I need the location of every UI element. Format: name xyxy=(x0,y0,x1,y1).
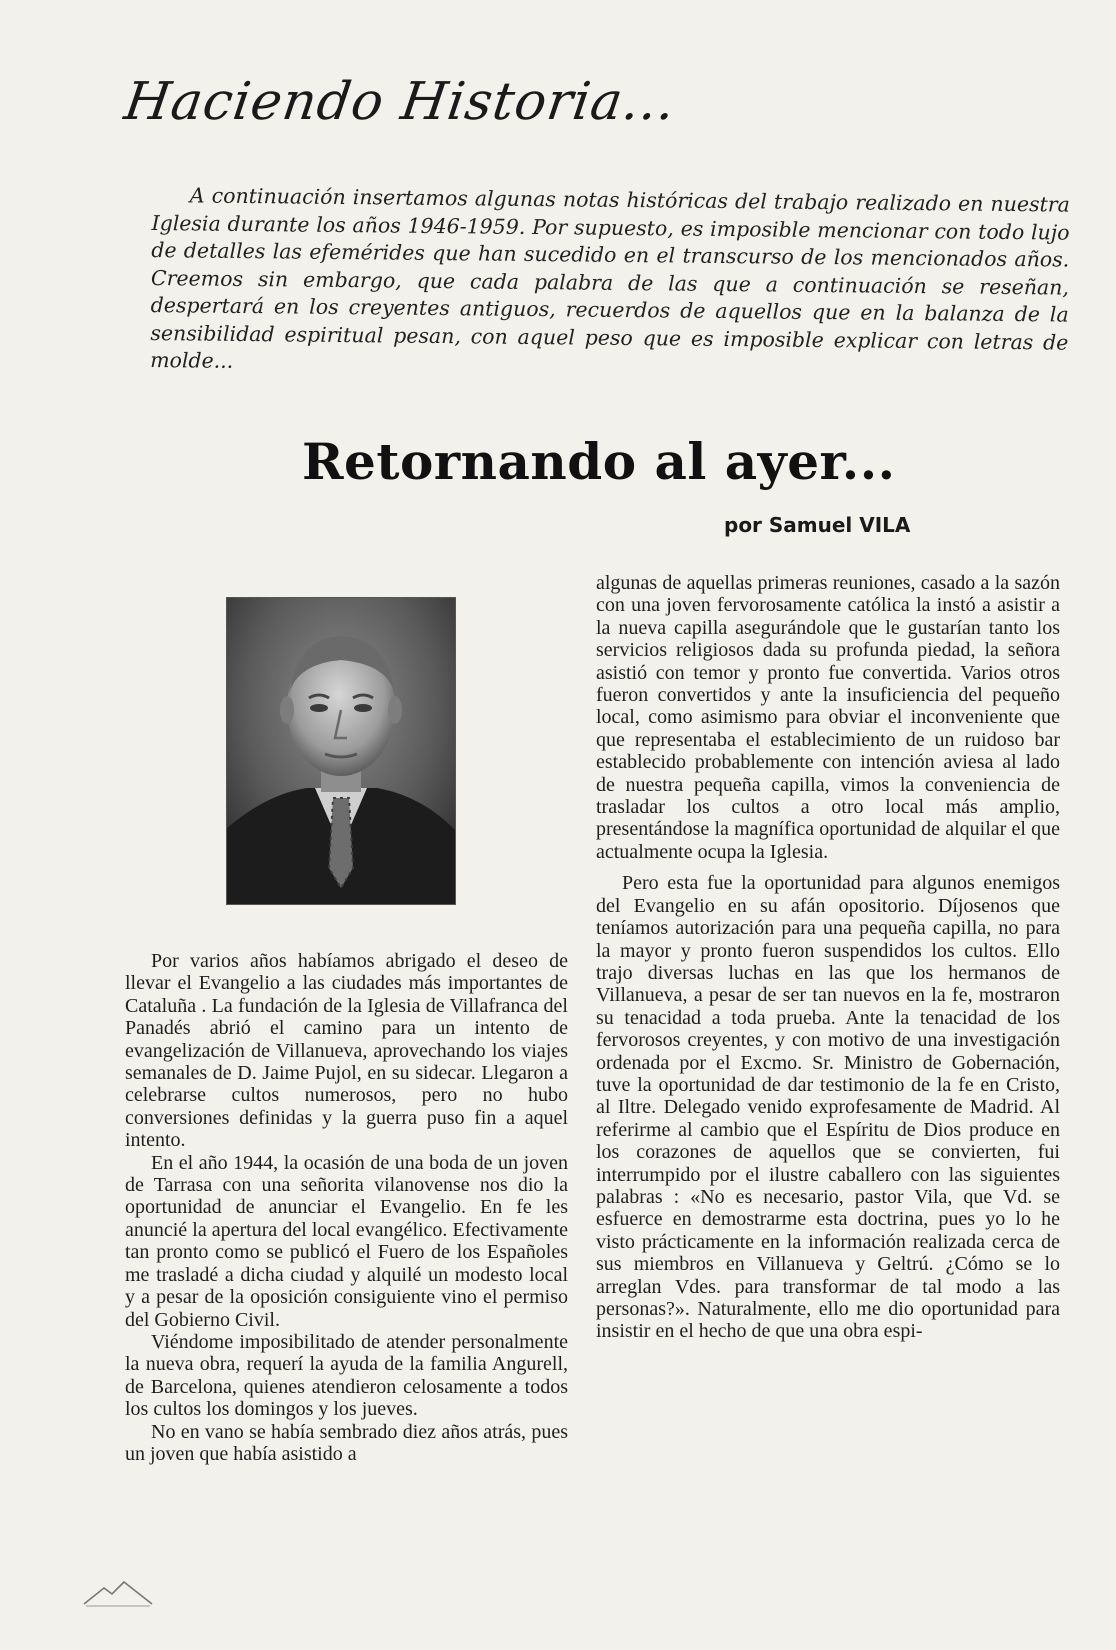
article-title: Retornando al ayer... xyxy=(302,432,896,491)
author-portrait-photo xyxy=(226,597,456,905)
left-column-paragraph-1: Por varios años habíamos abrigado el deseo de llevar el Evangelio a las ciudades más importantes de Cataluña . La fundación de la Iglesia de Villafranca del Panadés abrió el camino para un intento de evangelización de Villanueva, aprovechando los viajes semanales de D. Jaime Pujol, en su sidecar. Llegaron a celebrarse cultos numerosos, pero no hubo conversiones definidas y la guerra puso fin a aquel intento. xyxy=(125,950,568,1152)
right-column-paragraph-2: Pero esta fue la oportunidad para algunos enemigos del Evangelio en su afán opositorio. Díjosenos que teníamos autorización para una pequeña capilla, no para la mayor y pronto fueron suspendidos los cultos. Ello trajo diversas luchas en las que los hermanos de Villanueva, a pesar de ser tan nuevos en la fe, mostraron su tenacidad a toda prueba. Ante la tenacidad de los fervorosos creyentes, y con motivo de una investigación ordenada por el Excmo. Sr. Ministro de Gobernación, tuve la oportunidad de dar testimonio de la fe en Cristo, al Iltre. Delegado venido exprofesamente de Madrid. Al referirme al cambio que el Espíritu de Dios produce en los corazones de aquellos que se convierten, fui interrumpido por el ilustre caballero con las siguientes palabras : «No es necesario, pastor Vila, que Vd. se esfuerce en demostrarme esta doctrina, pues yo lo he visto prácticamente en la información realizada cerca de sus miembros en Villanueva y Geltrú. ¿Cómo se lo arreglan Vdes. para transformar de tal modo a las personas?». Naturalmente, ello me dio oportunidad para insistir en el hecho de que una obra espi- xyxy=(596,872,1060,1343)
portrait-illustration xyxy=(227,598,455,904)
intro-paragraph: A continuación insertamos algunas notas históricas del trabajo realizado en nuestra Iglesia durante los años 1946-1959. Por supuesto, es imposible mencionar con todo lujo de detalles las efemérides que han sucedido en el transcurso de los mencionados años. Creemos sin embargo, que cada palabra de las que a continuación se reseñan, despertará en los creyentes antiguos, recuerdos de aquellos que en la balanza de la sensibilidad espiritual pesan, con aquel peso que es imposible explicar con letras de molde... xyxy=(150,183,1070,373)
mountain-ornament-icon xyxy=(82,1578,154,1608)
left-column-paragraph-3: Viéndome imposibilitado de atender personalmente la nueva obra, requerí la ayuda de la familia Angurell, de Barcelona, quienes atendieron celosamente a todos los cultos los domingos y los jueves. xyxy=(125,1330,568,1421)
section-heading: Haciendo Historia... xyxy=(120,72,680,132)
left-column xyxy=(125,950,568,1465)
left-column-paragraph-2: En el año 1944, la ocasión de una boda de un joven de Tarrasa con una señorita vilanovense nos dio la oportunidad de anunciar el Evangelio. En fe les anuncié la apertura del local evangélico. Efectivamente tan pronto como se publicó el Fuero de los Españoles me trasladé a dicha ciudad y alquilé un modesto local y a pesar de la oposición consiguiente vino el permiso del Gobierno Civil. xyxy=(125,1151,568,1331)
article-byline: por Samuel VILA xyxy=(724,513,911,537)
right-column xyxy=(596,572,1060,1343)
left-column-paragraph-4: No en vano se había sembrado diez años atrás, pues un joven que había asistido a xyxy=(125,1420,568,1465)
right-column-paragraph-1: algunas de aquellas primeras reuniones, casado a la sazón con una joven fervorosamente católica la instó a asistir a la nueva capilla asegurándole que le gustarían tanto los servicios religiosos dada su profunda piedad, la señora asistió con temor y pronto fue convertida. Varios otros fueron convertidos y ante la insuficiencia del pequeño local, como asimismo para obviar el inconveniente que que representaba el establecimiento de un ruidoso bar establecido probablemente con intención aviesa al lado de nuestra pequeña capilla, vimos la conveniencia de trasladar los cultos a otro local más amplio, presentándose la magnífica oportunidad de alquilar el que actualmente ocupa la Iglesia. xyxy=(596,572,1060,863)
